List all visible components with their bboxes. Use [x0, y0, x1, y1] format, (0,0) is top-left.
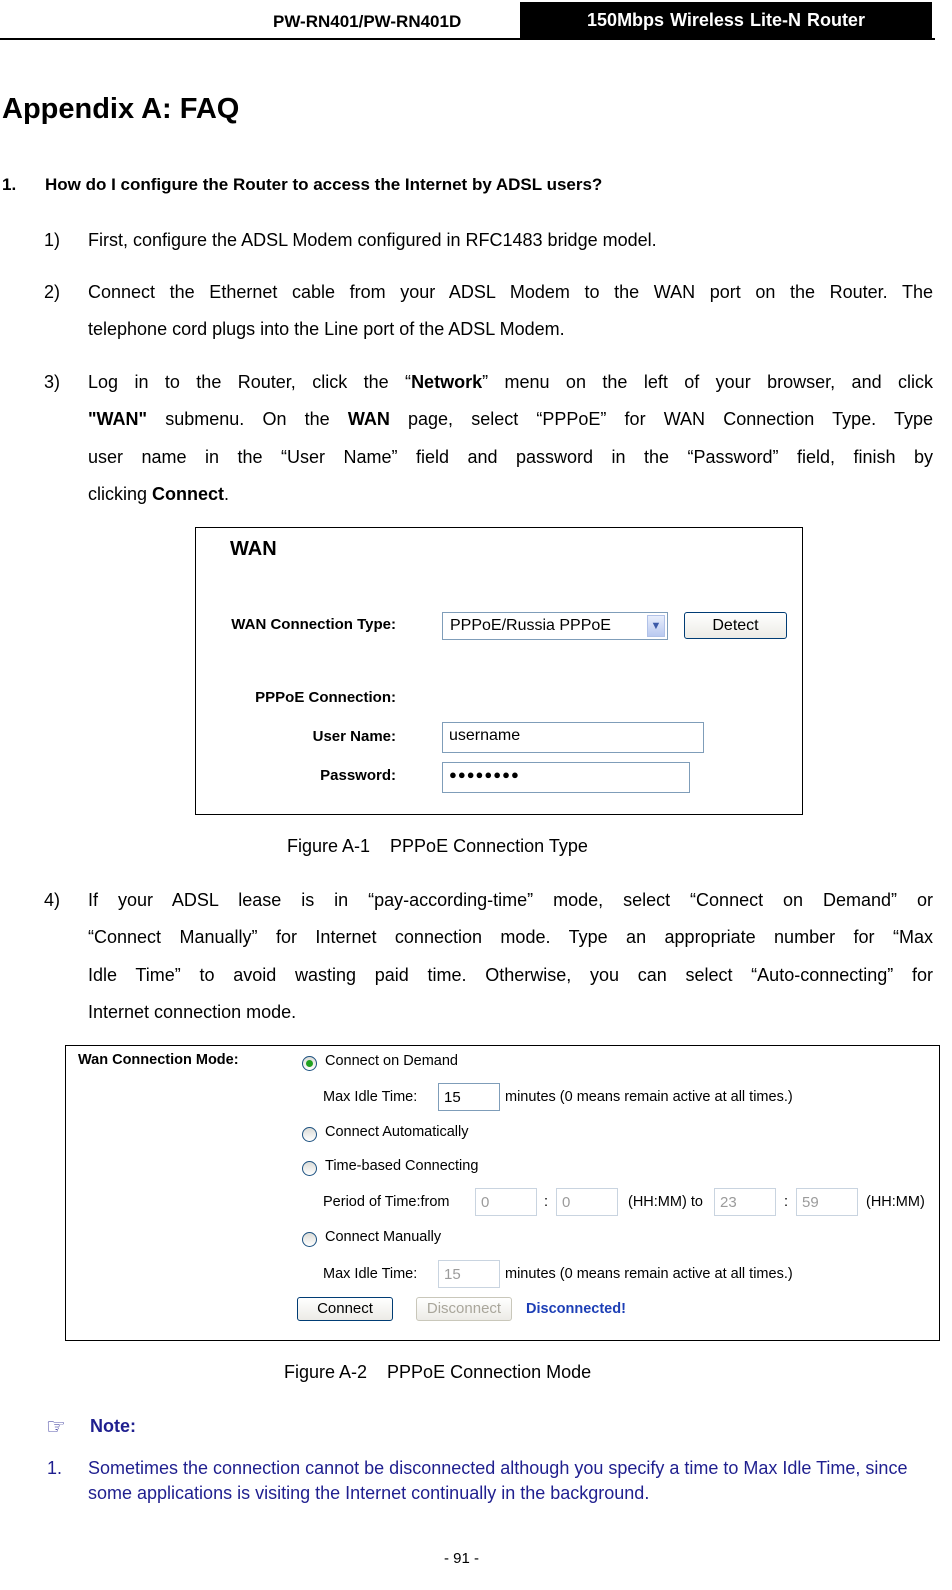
step-text-line: Idle Time” to avoid wasting paid time. Otherwise, you can select “Auto-connecting” for — [88, 964, 933, 985]
figure-caption: Figure A-2 PPPoE Connection Mode — [284, 1362, 592, 1382]
to-minute-input[interactable]: 59 — [796, 1188, 858, 1216]
header-word: Lite-N — [749, 9, 801, 30]
from-hour-input[interactable]: 0 — [475, 1188, 537, 1216]
option-connect-on-demand: Connect on Demand — [325, 1053, 458, 1069]
minutes-note: minutes (0 means remain active at all times.) — [505, 1089, 793, 1105]
header-tick — [927, 32, 934, 38]
header-product-banner — [520, 2, 932, 38]
disconnect-button[interactable]: Disconnect — [416, 1297, 512, 1321]
minutes-note: minutes (0 means remain active at all times.) — [505, 1266, 793, 1282]
option-connect-automatically: Connect Automatically — [325, 1124, 469, 1140]
page-number: - 91 - — [444, 1550, 480, 1567]
radio-connect-manually[interactable] — [302, 1232, 317, 1247]
period-label: Period of Time:from — [323, 1194, 450, 1210]
note-label: Note: — [90, 1416, 136, 1436]
username-input[interactable]: username — [442, 722, 704, 753]
option-connect-manually: Connect Manually — [325, 1229, 442, 1245]
step-number: 1) — [44, 230, 61, 250]
step-number: 3) — [44, 372, 61, 392]
step-text-line: Log in to the Router, click the “Network” menu on the left of your browser, and click — [88, 372, 934, 392]
step-text-line: user name in the “User Name” field and password in the “Password” field, finish by — [88, 446, 933, 467]
hhmm-to-label: (HH:MM) to — [628, 1194, 703, 1210]
question-number: 1. — [2, 175, 17, 194]
password-input[interactable]: ●●●●●●●● — [442, 762, 690, 793]
note-item-number: 1. — [47, 1458, 63, 1478]
detect-button[interactable]: Detect — [684, 612, 787, 639]
to-hour-input[interactable]: 23 — [714, 1188, 776, 1216]
connection-status: Disconnected! — [526, 1301, 626, 1317]
question-text: How do I configure the Router to access the Internet by ADSL users? — [45, 175, 603, 194]
max-idle-label: Max Idle Time: — [323, 1266, 418, 1282]
note-item-text: Sometimes the connection cannot be disconnected although you specify a time to Max Idle Time, since some applications is visiting the Internet continually in the background. — [88, 1458, 908, 1503]
max-idle-label: Max Idle Time: — [323, 1089, 418, 1105]
header-word: Wireless — [670, 9, 744, 30]
max-idle-input-manual[interactable]: 15 — [438, 1260, 500, 1288]
username-label: User Name: — [312, 728, 396, 745]
radio-connect-automatically[interactable] — [302, 1127, 317, 1142]
header-word: 150Mbps — [587, 9, 665, 30]
wan-type-value: PPPoE/Russia PPPoE — [450, 617, 611, 634]
wan-type-select[interactable] — [442, 612, 668, 640]
step-text-line: “Connect Manually” for Internet connection mode. Type an appropriate number for “Max — [88, 927, 933, 948]
max-idle-input[interactable]: 15 — [438, 1083, 500, 1111]
step-text-line: telephone cord plugs into the Line port of the ADSL Modem. — [88, 319, 565, 340]
pointing-hand-icon: ☞ — [46, 1414, 66, 1439]
page-title: Appendix A: FAQ — [2, 93, 240, 125]
pppoe-connection-label: PPPoE Connection: — [255, 689, 396, 706]
header-word: Router — [806, 9, 865, 30]
wan-heading: WAN — [230, 538, 277, 560]
step-number: 2) — [44, 282, 61, 302]
header-rule — [0, 38, 935, 40]
step-text-line: Internet connection mode. — [88, 1002, 297, 1023]
radio-connect-on-demand[interactable] — [302, 1056, 317, 1071]
header-model: PW-RN401/PW-RN401D — [273, 12, 462, 31]
figure-caption: Figure A-1 PPPoE Connection Type — [287, 836, 588, 856]
connect-button[interactable]: Connect — [297, 1297, 393, 1321]
hhmm-label: (HH:MM) — [866, 1194, 925, 1210]
step-text-line: "WAN" submenu. On the WAN page, select “PPPoE” for WAN Connection Type. Type — [88, 409, 933, 430]
radio-time-based[interactable] — [302, 1161, 317, 1176]
chevron-down-icon[interactable]: ▼ — [647, 615, 665, 637]
wan-type-label: WAN Connection Type: — [231, 616, 396, 633]
step-text-line: If your ADSL lease is in “pay-according-time” mode, select “Connect on Demand” or — [88, 890, 933, 910]
from-minute-input[interactable]: 0 — [556, 1188, 618, 1216]
password-label: Password: — [320, 767, 396, 784]
connection-mode-label: Wan Connection Mode: — [78, 1052, 239, 1068]
figure-pppoe-connection-mode — [65, 1045, 940, 1341]
step-text-line: Connect the Ethernet cable from your ADSL Modem to the WAN port on the Router. The — [88, 282, 933, 302]
step-number: 4) — [44, 890, 61, 910]
time-colon: : — [544, 1194, 549, 1210]
step-text-line: clicking Connect. — [88, 484, 230, 505]
step-text: First, configure the ADSL Modem configured in RFC1483 bridge model. — [88, 230, 657, 250]
figure-pppoe-connection-type — [195, 527, 803, 815]
option-time-based: Time-based Connecting — [325, 1158, 479, 1174]
time-colon: : — [784, 1194, 789, 1210]
